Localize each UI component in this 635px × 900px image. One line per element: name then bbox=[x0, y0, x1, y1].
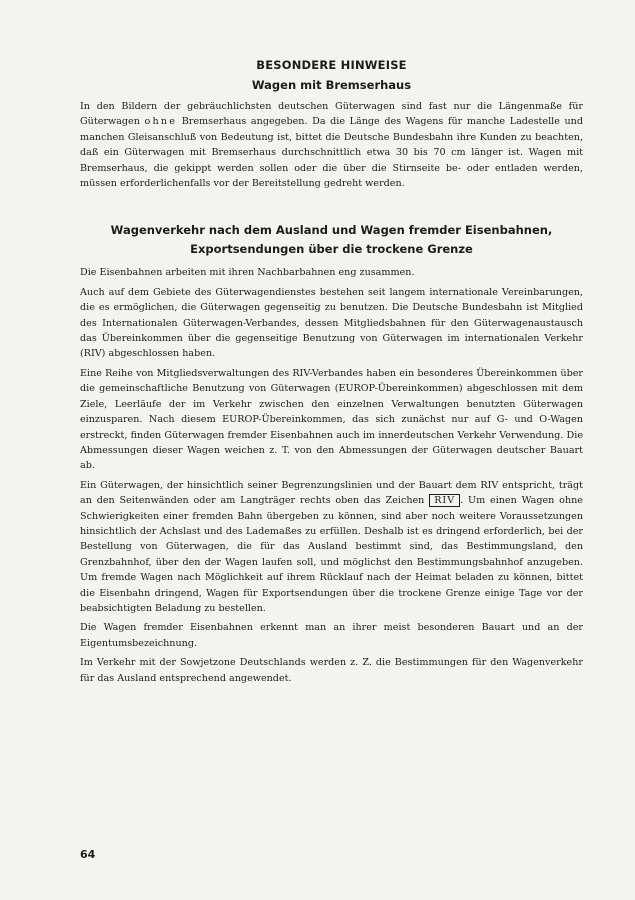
paragraph-5: Die Wagen fremder Eisenbahnen erkennt man an ihrer meist besonderen Bauart und an der Eigentumsbezeichnung. bbox=[80, 622, 583, 649]
emphasized-word: ohne bbox=[144, 116, 178, 128]
paragraph-text: . Um einen Wagen ohne Schwierigkeiten einer fremden Bahn übergeben zu können, sind aber noch weitere Voraussetzungen hinsichtlich der Achslast und des Lademaßes zu erfüllen. Deshalb ist es dringend erforderlich, bei der Bestellung von Güterwagen, die für das Ausland bestimmt sind, das Bestimmungsland, den Grenzbahnhof, über den der Wagen laufen soll, und möglichst den Bestimmungsbahnhof anzugeben. Um fremde Wagen nach Möglichkeit auf ihrem Rücklauf nach der Heimat beladen zu können, bittet die Eisenbahn dringend, Wagen für Exportsendungen über die trockene Grenze einige Tage vor der beabsichtigten Beladung zu bestellen. bbox=[80, 495, 583, 614]
paragraph-1: Die Eisenbahnen arbeiten mit ihren Nachbarbahnen eng zusammen. bbox=[80, 267, 415, 279]
page-number: 64 bbox=[80, 848, 96, 861]
section-foreign-traffic bbox=[80, 221, 583, 686]
heading-line-1: Wagenverkehr nach dem Ausland und Wagen fremder Eisenbahnen, bbox=[110, 223, 553, 238]
paragraph-text: Ein Güterwagen, der hinsichtlich seiner Begrenzungslinien und der Bauart dem RIV entspricht, trägt an den Seitenwänden oder am Langträger rechts oben das Zeichen bbox=[80, 479, 583, 507]
paragraph-3: Eine Reihe von Mitgliedsverwaltungen des RIV-Verbandes haben ein besonderes Übereinkommen über die gemeinschaftliche Benutzung von Güterwagen (EUROP-Übereinkommen) abgeschlossen mit dem Ziele, Leerläufe der im Verkehr zwischen den einzelnen Verwaltungen benutzten Güterwagen einzusparen. Nach diesem EUROP-Übereinkommen, das sich zunächst nur auf G- und O-Wagen erstreckt, finden Güterwagen fremder Eisenbahnen auch im innerdeutschen Verkehr Verwendung. Die Abmessungen dieser Wagen weichen z. T. von den Abmessungen der Güterwagen deutscher Bauart ab. bbox=[80, 367, 583, 472]
paragraph-text: Bremserhaus angegeben. Da die Länge des Wagens für manche Ladestelle und manchen Gleisanschluß von Bedeutung ist, bittet die Deutsche Bundesbahn ihre Kunden zu beachten, daß ein Güterwagen mit Bremserhaus durchschnittlich etwa 30 bis 70 cm länger ist. Wagen mit Bremserhaus, die gekippt werden sollen oder die über die Stirnseite be- oder entladen werden, müssen erforderlichenfalls vor der Bereitstellung gedreht werden. bbox=[80, 116, 583, 190]
paragraph-brake-cabin bbox=[80, 99, 583, 191]
paragraph-2: Auch auf dem Gebiete des Güterwagendienstes bestehen seit langem internationale Vereinbarungen, die es ermöglichen, die Güterwagen gegenseitig zu benutzen. Die Deutsche Bundesbahn ist Mitglied des Internationalen Güterwagen-Verbandes, dessen Mitgliedsbahnen für den Güterwagenaustausch das Übereinkommen über die gegenseitige Benutzung von Güterwagen im internationalen Verkehr (RIV) abgeschlossen haben. bbox=[80, 286, 583, 360]
paragraph-6: Im Verkehr mit der Sowjetzone Deutschlands werden z. Z. die Bestimmungen für den Wagenverkehr für das Ausland entsprechend angewendet. bbox=[80, 657, 583, 684]
paragraph-text: In den Bildern der gebräuchlichsten deutschen Güterwagen sind fast nur die Längenmaße für Güterwagen bbox=[80, 101, 583, 128]
paragraph-4 bbox=[80, 478, 583, 617]
section-special-notes bbox=[80, 58, 583, 191]
section-title: BESONDERE HINWEISE bbox=[256, 58, 407, 72]
riv-mark: RIV bbox=[429, 494, 460, 507]
section-subtitle: Wagen mit Bremserhaus bbox=[251, 78, 412, 92]
section-heading bbox=[80, 221, 583, 259]
page-content bbox=[80, 58, 583, 690]
heading-line-2: Exportsendungen über die trockene Grenze bbox=[190, 242, 473, 257]
